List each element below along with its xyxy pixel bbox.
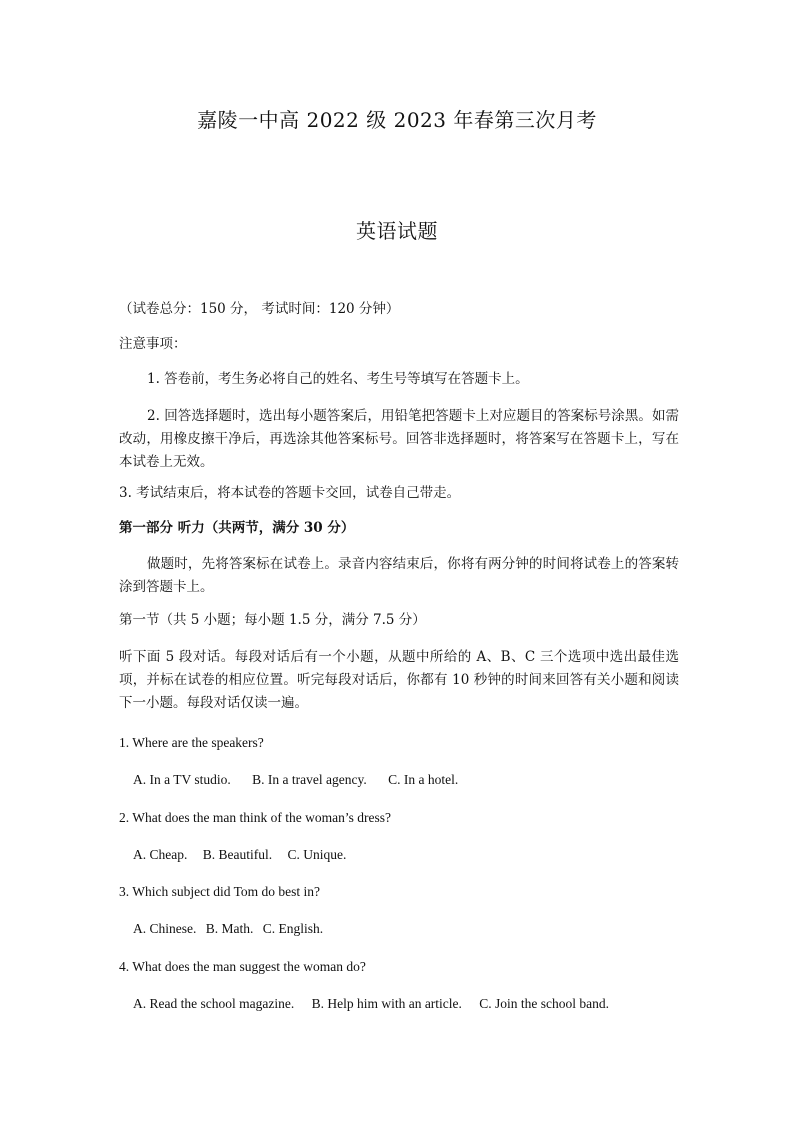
question-1: 1. Where are the speakers?	[119, 735, 264, 750]
part1-instruction: 做题时，先将答案标在试卷上。录音内容结束后，你将有两分钟的时间将试卷上的答案转涂到答题卡上。	[119, 556, 679, 595]
option-b: B. Help him with an article.	[311, 996, 462, 1011]
option-c: C. Join the school band.	[479, 996, 610, 1011]
question-3: 3. Which subject did Tom do best in?	[119, 884, 321, 899]
exam-subtitle: 英语试题	[356, 219, 438, 243]
option-a: A. Chinese.	[133, 921, 197, 936]
question-3-options	[133, 916, 693, 942]
exam-title: 嘉陵一中高 2022 级 2023 年春第三次月考	[197, 108, 597, 132]
option-c: C. In a hotel.	[388, 772, 459, 787]
option-b: B. In a travel agency.	[252, 772, 367, 787]
question-4-options	[133, 991, 693, 1017]
question-4: 4. What does the man suggest the woman do?	[119, 959, 366, 974]
option-a: A. Read the school magazine.	[133, 996, 295, 1011]
section1-heading: 第一节（共 5 小题；每小题 1.5 分，满分 7.5 分）	[119, 612, 426, 628]
option-b: B. Beautiful.	[202, 847, 273, 862]
notice-item-2: 2. 回答选择题时，选出每小题答案后，用铅笔把答题卡上对应题目的答案标号涂黑。如需改动，用橡皮擦干净后，再选涂其他答案标号。回答非选择题时，将答案写在答题卡上，写在本试卷上无效。	[119, 408, 679, 470]
option-a: A. Cheap.	[133, 847, 188, 862]
section1-instruction: 听下面 5 段对话。每段对话后有一个小题，从题中所给的 A、B、C 三个选项中选出最佳选项，并标在试卷的相应位置。听完每段对话后，你都有 10 秒钟的时间来回答有关小题和阅读下一小题。每段对话仅读一遍。	[119, 649, 679, 711]
option-a: A. In a TV studio.	[133, 772, 231, 787]
notice-heading: 注意事项：	[119, 336, 187, 352]
question-2-options	[133, 842, 693, 868]
option-c: C. Unique.	[287, 847, 347, 862]
option-c: C. English.	[262, 921, 324, 936]
question-1-options	[133, 767, 693, 793]
question-2: 2. What does the man think of the woman’s dress?	[119, 810, 391, 825]
exam-info: （试卷总分：150 分， 考试时间：120 分钟）	[119, 301, 400, 317]
notice-item-1: 1. 答卷前，考生务必将自己的姓名、考生号等填写在答题卡上。	[147, 371, 529, 387]
notice-item-3: 3. 考试结束后，将本试卷的答题卡交回，试卷自己带走。	[119, 485, 461, 501]
part1-heading: 第一部分 听力（共两节，满分 30 分）	[119, 520, 355, 536]
option-b: B. Math.	[205, 921, 254, 936]
